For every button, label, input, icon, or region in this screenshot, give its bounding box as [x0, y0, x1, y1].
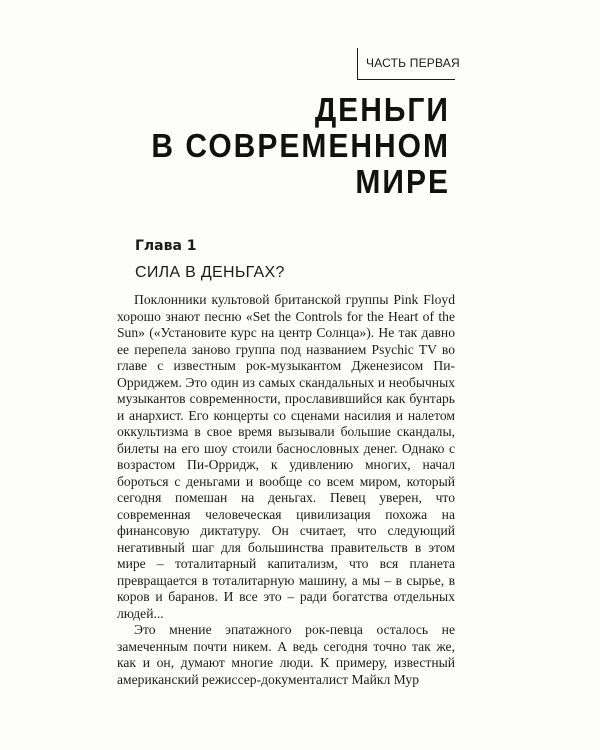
body-text — [117, 292, 455, 688]
part-title-line-2: В СОВРЕМЕННОМ — [151, 128, 450, 166]
paragraph-2: Это мнение эпатажного рок-певца осталось не замеченным почти никем. А ведь сегодня точно так же, как и он, думают многие люди. К примеру, известный американский режиссер-документалист Майкл Мур — [117, 622, 455, 687]
chapter-number: Глава 1 — [135, 238, 197, 254]
chapter-title: СИЛА В ДЕНЬГАХ? — [135, 264, 285, 281]
part-title-line-3: МИРЕ — [355, 164, 450, 202]
paragraph-1: Поклонники культовой британской группы Pink Floyd хорошо знают песню «Set the Controls for the Heart of the Sun» («Установите курс на центр Солнца»). Не так давно ее перепела заново группа под названием Psychic TV во главе с известным рок-музыкантом Дженезисом Пи-Орриджем. Это один из самых скандальных и необычных музыкантов современности, прославившийся как бунтарь и анархист. Его концерты со сценами насилия и налетом оккультизма в свое время вызывали большие скандалы, билеты на его шоу стоили баснословных денег. Однако с возрастом Пи-Орридж, к удивлению многих, начал бороться с деньгами и вообще со всем миром, который сегодня помешан на деньгах. Певец уверен, что современная человеческая цивилизация похожа на финансовую диктатуру. Он считает, что следующий негативный шаг для большинства правительств в этом мире – тоталитарный капитализм, что вся планета превращается в тоталитарную машину, а мы – в сырье, в коров и баранов. И все это – ради богатства отдельных людей... — [117, 292, 455, 621]
part-title-line-1: ДЕНЬГИ — [314, 92, 450, 130]
part-label: ЧАСТЬ ПЕРВАЯ — [366, 56, 460, 70]
